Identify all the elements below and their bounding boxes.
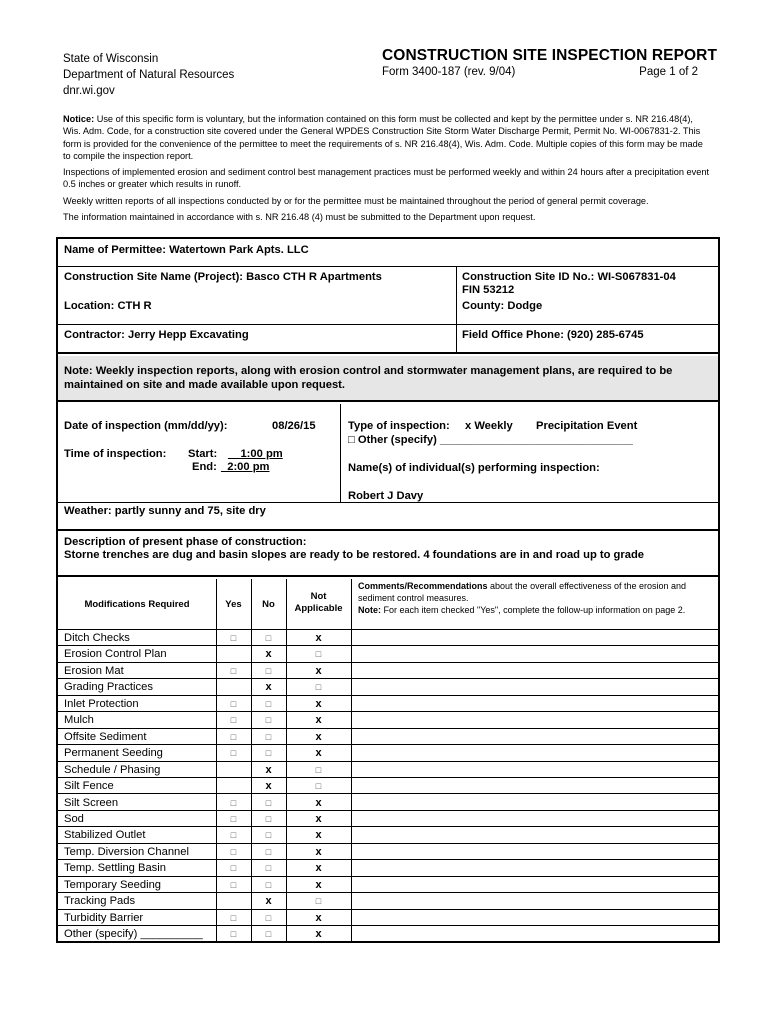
not-applicable-checkbox[interactable]: □	[315, 682, 322, 693]
site-county[interactable]: County: Dodge	[462, 300, 543, 312]
comment-cell[interactable]	[353, 646, 716, 661]
no-checkbox[interactable]: □	[265, 879, 272, 890]
description-label: Description of present phase of construction:	[64, 536, 307, 548]
table-row	[58, 729, 718, 745]
table-row	[58, 844, 718, 860]
comment-cell[interactable]	[353, 663, 716, 678]
no-checkbox[interactable]: □	[265, 797, 272, 808]
comment-cell[interactable]	[353, 630, 716, 645]
table-row	[58, 877, 718, 893]
agency-department: Department of Natural Resources	[63, 69, 235, 81]
modification-item-label: Stabilized Outlet	[64, 829, 146, 842]
not-applicable-checkbox[interactable]: x	[315, 664, 322, 677]
notice-paragraph-4: The information maintained in accordance with s. NR 216.48 (4) must be submitted to the Department upon request.	[63, 212, 536, 223]
modification-item-label: Offsite Sediment	[64, 730, 147, 743]
table-row	[58, 745, 718, 761]
modification-item-label: Silt Fence	[64, 780, 114, 793]
no-checkbox[interactable]: □	[265, 633, 272, 643]
site-block	[58, 267, 718, 325]
table-row	[58, 762, 718, 778]
yes-checkbox[interactable]: □	[230, 929, 237, 940]
not-applicable-checkbox[interactable]: x	[315, 632, 322, 644]
table-row	[58, 679, 718, 695]
no-checkbox[interactable]: x	[265, 895, 272, 908]
comment-cell[interactable]	[353, 844, 716, 859]
site-location[interactable]: Location: CTH R	[64, 300, 152, 312]
page-number: Page 1 of 2	[639, 66, 698, 78]
no-checkbox[interactable]: □	[265, 929, 272, 940]
site-name[interactable]: Construction Site Name (Project): Basco CTH R Apartments	[64, 271, 382, 283]
description-value[interactable]: Storne trenches are dug and basin slopes are ready to be restored. 4 foundations are in and road up to grade	[64, 549, 645, 561]
grid-header	[58, 579, 718, 630]
no-checkbox[interactable]: x	[265, 648, 272, 661]
comment-cell[interactable]	[353, 893, 716, 908]
not-applicable-checkbox[interactable]: x	[315, 829, 322, 842]
inspector-name[interactable]: Robert J Davy	[348, 490, 424, 502]
yes-checkbox[interactable]: □	[230, 665, 237, 676]
yes-checkbox[interactable]: □	[230, 633, 237, 643]
weather[interactable]: Weather: partly sunny and 75, site dry	[64, 505, 266, 517]
no-checkbox[interactable]: □	[265, 665, 272, 676]
col-no: No	[262, 599, 275, 610]
yes-checkbox[interactable]: □	[230, 879, 237, 890]
inspection-form	[56, 237, 720, 943]
modification-item-label: Silt Screen	[64, 796, 119, 809]
notice-section	[63, 113, 711, 227]
type-precipitation[interactable]: Precipitation Event	[536, 420, 638, 432]
modification-item-label: Temporary Seeding	[64, 878, 162, 891]
contractor-row	[58, 325, 718, 354]
table-row	[58, 827, 718, 843]
modification-item-label: Tracking Pads	[64, 895, 136, 908]
yes-checkbox[interactable]	[216, 762, 251, 777]
not-applicable-checkbox[interactable]: x	[315, 730, 322, 743]
note-line-2: maintained on site and made available upon request.	[64, 379, 345, 391]
table-row	[58, 778, 718, 794]
type-other[interactable]: □ Other (specify) _______________________________	[348, 434, 633, 446]
site-id[interactable]: Construction Site ID No.: WI-S067831-04	[462, 271, 676, 283]
not-applicable-checkbox[interactable]: x	[315, 845, 322, 858]
modification-item-label: Inlet Protection	[64, 697, 139, 710]
yes-checkbox[interactable]	[216, 893, 251, 908]
no-checkbox[interactable]: □	[265, 715, 272, 726]
no-checkbox[interactable]: □	[265, 912, 272, 923]
no-checkbox[interactable]: x	[265, 780, 272, 793]
table-row	[58, 795, 718, 811]
table-row	[58, 696, 718, 712]
not-applicable-checkbox[interactable]: □	[315, 781, 322, 792]
not-applicable-checkbox[interactable]: x	[315, 747, 322, 760]
comment-cell[interactable]	[353, 926, 716, 941]
description-row	[58, 533, 718, 577]
not-applicable-checkbox[interactable]: x	[315, 911, 322, 924]
comment-cell[interactable]	[353, 745, 716, 760]
modification-item-label: Mulch	[64, 714, 94, 727]
page-title: CONSTRUCTION SITE INSPECTION REPORT	[382, 47, 718, 64]
agency-website: dnr.wi.gov	[63, 85, 115, 97]
grid-rows	[58, 630, 718, 943]
comment-cell[interactable]	[353, 762, 716, 777]
yes-checkbox[interactable]: □	[230, 912, 237, 923]
notice-label: Notice:	[63, 114, 95, 124]
not-applicable-checkbox[interactable]: x	[315, 697, 322, 710]
comment-cell[interactable]	[353, 860, 716, 875]
no-checkbox[interactable]: □	[265, 731, 272, 742]
yes-checkbox[interactable]: □	[230, 748, 237, 759]
modification-item-label: Temp. Settling Basin	[64, 862, 166, 875]
table-row	[58, 811, 718, 827]
modification-item-label: Other (specify) __________	[64, 928, 203, 941]
time-label: Time of inspection:	[64, 448, 167, 460]
not-applicable-checkbox[interactable]: x	[315, 862, 322, 875]
note-line-1: Note: Weekly inspection reports, along with erosion control and stormwater management plans, are required to be	[64, 365, 673, 377]
yes-checkbox[interactable]: □	[230, 698, 237, 709]
note-banner	[58, 356, 718, 402]
date-label: Date of inspection (mm/dd/yy):	[64, 420, 228, 432]
yes-checkbox[interactable]: □	[230, 846, 237, 857]
contractor-divider	[456, 325, 457, 352]
table-row	[58, 860, 718, 876]
comment-cell[interactable]	[353, 827, 716, 842]
not-applicable-checkbox[interactable]: □	[315, 896, 322, 907]
weather-row	[58, 503, 718, 531]
no-checkbox[interactable]: □	[265, 698, 272, 709]
table-row	[58, 926, 718, 942]
comment-cell[interactable]	[353, 811, 716, 826]
not-applicable-checkbox[interactable]: x	[315, 714, 322, 727]
modification-item-label: Erosion Mat	[64, 664, 124, 677]
table-row	[58, 646, 718, 662]
start-label: Start:	[188, 448, 218, 460]
permittee-name[interactable]: Name of Permittee: Watertown Park Apts. LLC	[64, 244, 309, 256]
yes-checkbox[interactable]	[216, 679, 251, 694]
no-checkbox[interactable]: x	[265, 763, 272, 776]
comment-cell[interactable]	[353, 712, 716, 727]
modification-item-label: Grading Practices	[64, 681, 153, 694]
start-time[interactable]: __1:00 pm	[228, 448, 283, 460]
modification-item-label: Permanent Seeding	[64, 747, 163, 760]
comments-rest: about the overall effectiveness of the erosion and sediment control measures.	[358, 581, 686, 603]
table-row	[58, 630, 718, 646]
comments-note-bold: Note:	[358, 604, 381, 615]
not-applicable-checkbox[interactable]: x	[315, 928, 322, 941]
col-not: Not	[310, 591, 327, 602]
yes-checkbox[interactable]	[216, 646, 251, 661]
yes-checkbox[interactable]: □	[230, 797, 237, 808]
agency-state: State of Wisconsin	[63, 53, 159, 65]
yes-checkbox[interactable]: □	[230, 830, 237, 841]
comment-cell[interactable]	[353, 795, 716, 810]
notice-paragraph-3: Weekly written reports of all inspections conducted by or for the permittee must be maintained throughout the period of general permit coverage.	[63, 195, 649, 206]
inspection-details	[58, 404, 718, 503]
end-label: End:	[192, 461, 217, 473]
end-time[interactable]: _2:00 pm	[221, 461, 270, 473]
yes-checkbox[interactable]: □	[230, 731, 237, 742]
table-row	[58, 910, 718, 926]
form-number: Form 3400-187 (rev. 9/04)	[382, 66, 516, 78]
comment-cell[interactable]	[353, 910, 716, 925]
site-fin[interactable]: FIN 53212	[462, 284, 515, 296]
comment-cell[interactable]	[353, 778, 716, 793]
notice-paragraph-1	[63, 113, 711, 162]
no-checkbox[interactable]: x	[265, 681, 272, 694]
col-yes: Yes	[225, 599, 242, 610]
permittee-row	[58, 239, 718, 267]
not-applicable-checkbox[interactable]: x	[315, 878, 322, 891]
not-applicable-checkbox[interactable]: □	[315, 764, 322, 775]
modification-item-label: Schedule / Phasing	[64, 763, 161, 776]
col-applicable: Applicable	[294, 603, 343, 614]
no-checkbox[interactable]: □	[265, 748, 272, 759]
modification-item-label: Sod	[64, 812, 84, 825]
no-checkbox[interactable]: □	[265, 813, 272, 824]
yes-checkbox[interactable]: □	[230, 863, 237, 874]
notice-paragraph-2: Inspections of implemented erosion and sediment control best management practices must be performed weekly and within 24 hours after a precipitation event 0.5 inches or greater which results in runoff.	[63, 167, 710, 190]
modification-item-label: Ditch Checks	[64, 632, 130, 644]
table-row	[58, 712, 718, 728]
comments-header	[358, 581, 716, 616]
contractor-name[interactable]: Contractor: Jerry Hepp Excavating	[64, 329, 249, 341]
modification-item-label: Temp. Diversion Channel	[64, 845, 189, 858]
modification-item-label: Turbidity Barrier	[64, 911, 144, 924]
col-modifications: Modifications Required	[84, 599, 190, 610]
no-checkbox[interactable]: □	[265, 863, 272, 874]
comment-cell[interactable]	[353, 679, 716, 694]
comments-bold: Comments/Recommendations	[358, 581, 488, 591]
agency-block	[63, 51, 234, 99]
comment-cell[interactable]	[353, 877, 716, 892]
table-row	[58, 893, 718, 909]
table-row	[58, 663, 718, 679]
inspector-label: Name(s) of individual(s) performing inspection:	[348, 462, 600, 474]
not-applicable-checkbox[interactable]: □	[315, 649, 322, 660]
date-value[interactable]: 08/26/15	[272, 420, 316, 432]
comment-cell[interactable]	[353, 696, 716, 711]
type-label: Type of inspection:	[348, 420, 450, 432]
comment-cell[interactable]	[353, 729, 716, 744]
modification-item-label: Erosion Control Plan	[64, 648, 167, 661]
comments-note-rest: For each item checked "Yes", complete the follow-up information on page 2.	[381, 604, 686, 615]
field-office-phone[interactable]: Field Office Phone: (920) 285-6745	[462, 329, 644, 341]
yes-checkbox[interactable]: □	[230, 715, 237, 726]
not-applicable-checkbox[interactable]: x	[315, 796, 322, 809]
notice-text-1: Use of this specific form is voluntary, but the information contained on this form must be collected and kept by the permittee under s. NR 216.48(4), Wis. Adm. Code, for a construction site covered under the General WPDES Construction Site Storm Water Discharge Permit, Permit No. WI-0067831-2. This form is provided for the convenience of the permittee to meet the requirements of s. NR 216.48(4), Wis. Adm. Code. Multiple copies of this form may be made to compile the inspection report.	[63, 114, 703, 161]
yes-checkbox[interactable]	[216, 778, 251, 793]
no-checkbox[interactable]: □	[265, 846, 272, 857]
details-divider	[340, 404, 341, 503]
yes-checkbox[interactable]: □	[230, 813, 237, 824]
no-checkbox[interactable]: □	[265, 830, 272, 841]
not-applicable-checkbox[interactable]: x	[315, 812, 322, 825]
type-weekly[interactable]: x Weekly	[465, 420, 513, 432]
